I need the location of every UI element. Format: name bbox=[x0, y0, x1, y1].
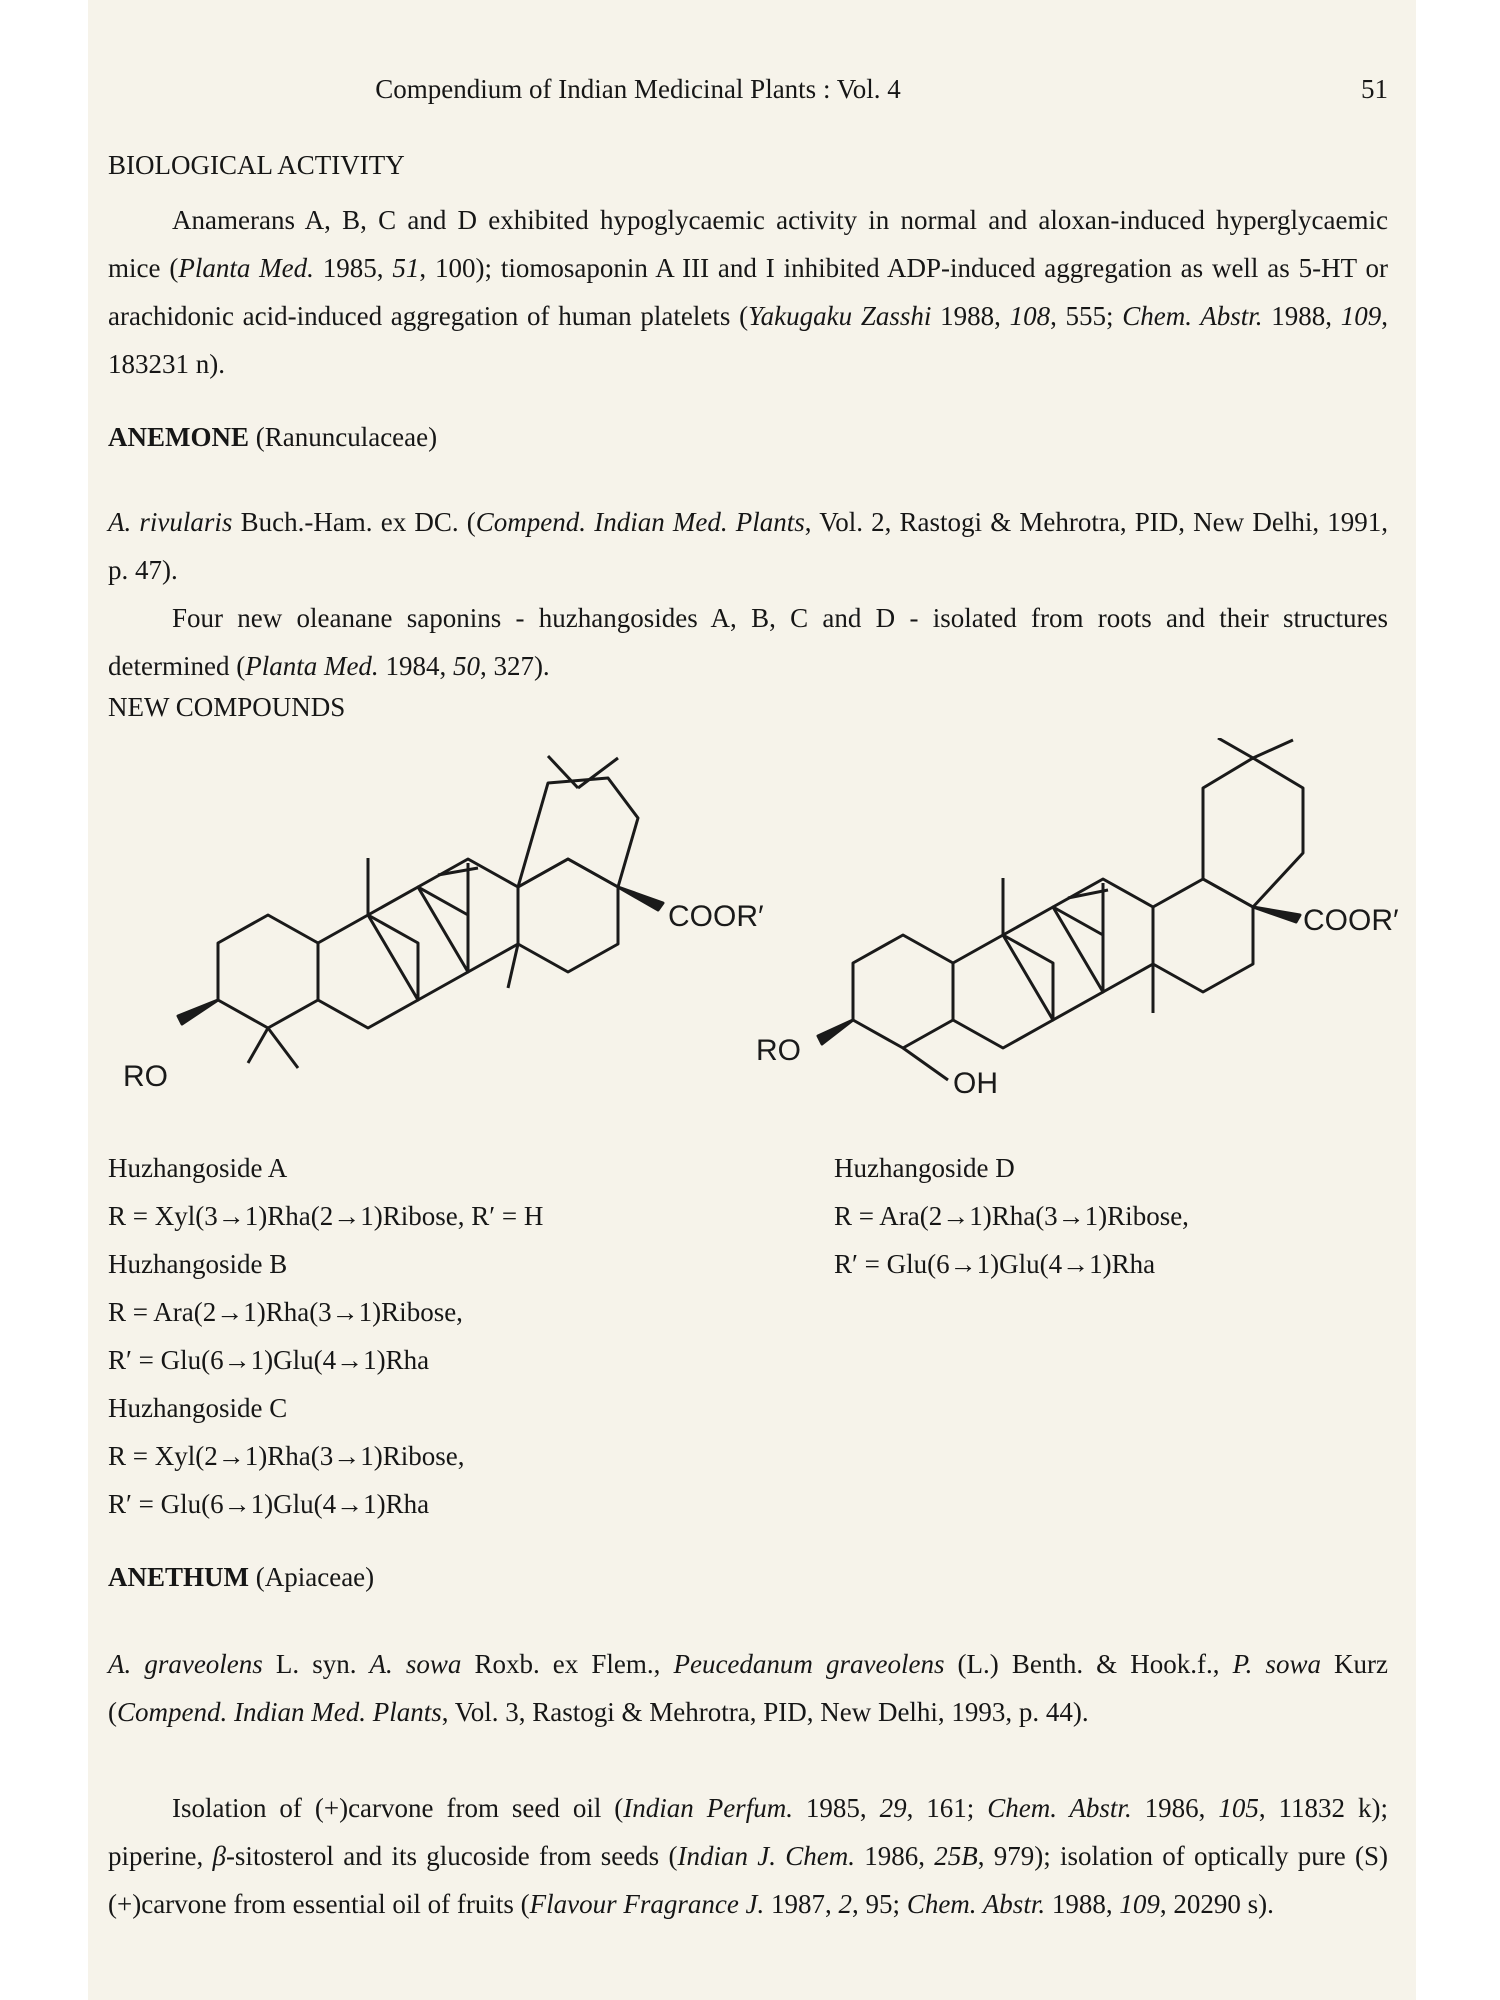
compound-d-substituent-r: R = Ara(2→1)Rha(3→1)Ribose, bbox=[834, 1201, 1189, 1231]
compound-a-name: Huzhangoside A bbox=[108, 1153, 288, 1183]
compound-list-right bbox=[834, 1144, 1189, 1288]
compound-b-name: Huzhangoside B bbox=[108, 1249, 288, 1279]
paragraph-anemone-saponins: Four new oleanane saponins - huzhangosides A, B, C and D - isolated from roots and their structures determined (Planta Med. 1984, 50, 327). bbox=[108, 603, 1388, 681]
paragraph-biological-activity: Anamerans A, B, C and D exhibited hypoglycaemic activity in normal and aloxan-induced hyperglycaemic mice (Planta Med. 1985, 51, 100); tiomosaponin A III and I inhibited ADP-induced aggregation as well as 5-HT or arachidonic acid-induced aggregation of human platelets (Yakugaku Zasshi 1988, 108, 555; Chem. Abstr. 1988, 109, 183231 n). bbox=[108, 205, 1388, 379]
paragraph-anethum-isolation: Isolation of (+)carvone from seed oil (Indian Perfum. 1985, 29, 161; Chem. Abstr. 1986, 105, 11832 k); piperine, β-sitosterol and its glucoside from seeds (Indian J. Chem. 1986, 25B, 979); isolation of optically pure (S)(+)carvone from essential oil of fruits (Flavour Fragrance J. 1987, 2, 95; Chem. Abstr. 1988, 109, 20290 s). bbox=[108, 1793, 1389, 1919]
section-heading-new-compounds: NEW COMPOUNDS bbox=[108, 692, 346, 722]
section-heading-anethum: ANETHUM (Apiaceae) bbox=[108, 1562, 375, 1592]
section-heading-biological-activity: BIOLOGICAL ACTIVITY bbox=[108, 150, 405, 180]
running-header bbox=[88, 74, 1388, 114]
compound-c-substituent-r-prime: R′ = Glu(6→1)Glu(4→1)Rha bbox=[108, 1489, 430, 1519]
compound-a-substituents: R = Xyl(3→1)Rha(2→1)Ribose, R′ = H bbox=[108, 1201, 544, 1231]
compound-list-left bbox=[108, 1144, 543, 1528]
compound-c-name: Huzhangoside C bbox=[108, 1393, 288, 1423]
compound-c-substituent-r: R = Xyl(2→1)Rha(3→1)Ribose, bbox=[108, 1441, 465, 1471]
section-heading-anemone: ANEMONE (Ranunculaceae) bbox=[108, 422, 438, 452]
compound-b-substituent-r: R = Ara(2→1)Rha(3→1)Ribose, bbox=[108, 1297, 463, 1327]
book-title: Compendium of Indian Medicinal Plants : Vol. 4 bbox=[375, 74, 901, 104]
oleanane-structure-left bbox=[178, 756, 663, 1068]
right-oh-label: OH bbox=[953, 1067, 998, 1100]
right-coor-label: COOR′ bbox=[1303, 904, 1399, 937]
left-ro-label: RO bbox=[123, 1060, 168, 1093]
page-number: 51 bbox=[1361, 74, 1388, 104]
compound-d-name: Huzhangoside D bbox=[834, 1153, 1015, 1183]
left-coor-label: COOR′ bbox=[668, 900, 764, 933]
paragraph-anethum-species: A. graveolens L. syn. A. sowa Roxb. ex Flem., Peucedanum graveolens (L.) Benth. & Hook.f., P. sowa Kurz (Compend. Indian Med. Plants, Vol. 3, Rastogi & Mehrotra, PID, New Delhi, 1993, p. 44). bbox=[108, 1649, 1389, 1727]
compound-b-substituent-r-prime: R′ = Glu(6→1)Glu(4→1)Rha bbox=[108, 1345, 430, 1375]
compound-d-substituent-r-prime: R′ = Glu(6→1)Glu(4→1)Rha bbox=[834, 1249, 1156, 1279]
right-ro-label: RO bbox=[756, 1034, 801, 1067]
paragraph-anemone-species: A. rivularis Buch.-Ham. ex DC. (Compend. Indian Med. Plants, Vol. 2, Rastogi & Mehrotra, PID, New Delhi, 1991, p. 47). bbox=[108, 507, 1388, 585]
chemical-structures bbox=[108, 738, 1408, 1118]
oleanane-structure-right bbox=[818, 738, 1303, 1080]
